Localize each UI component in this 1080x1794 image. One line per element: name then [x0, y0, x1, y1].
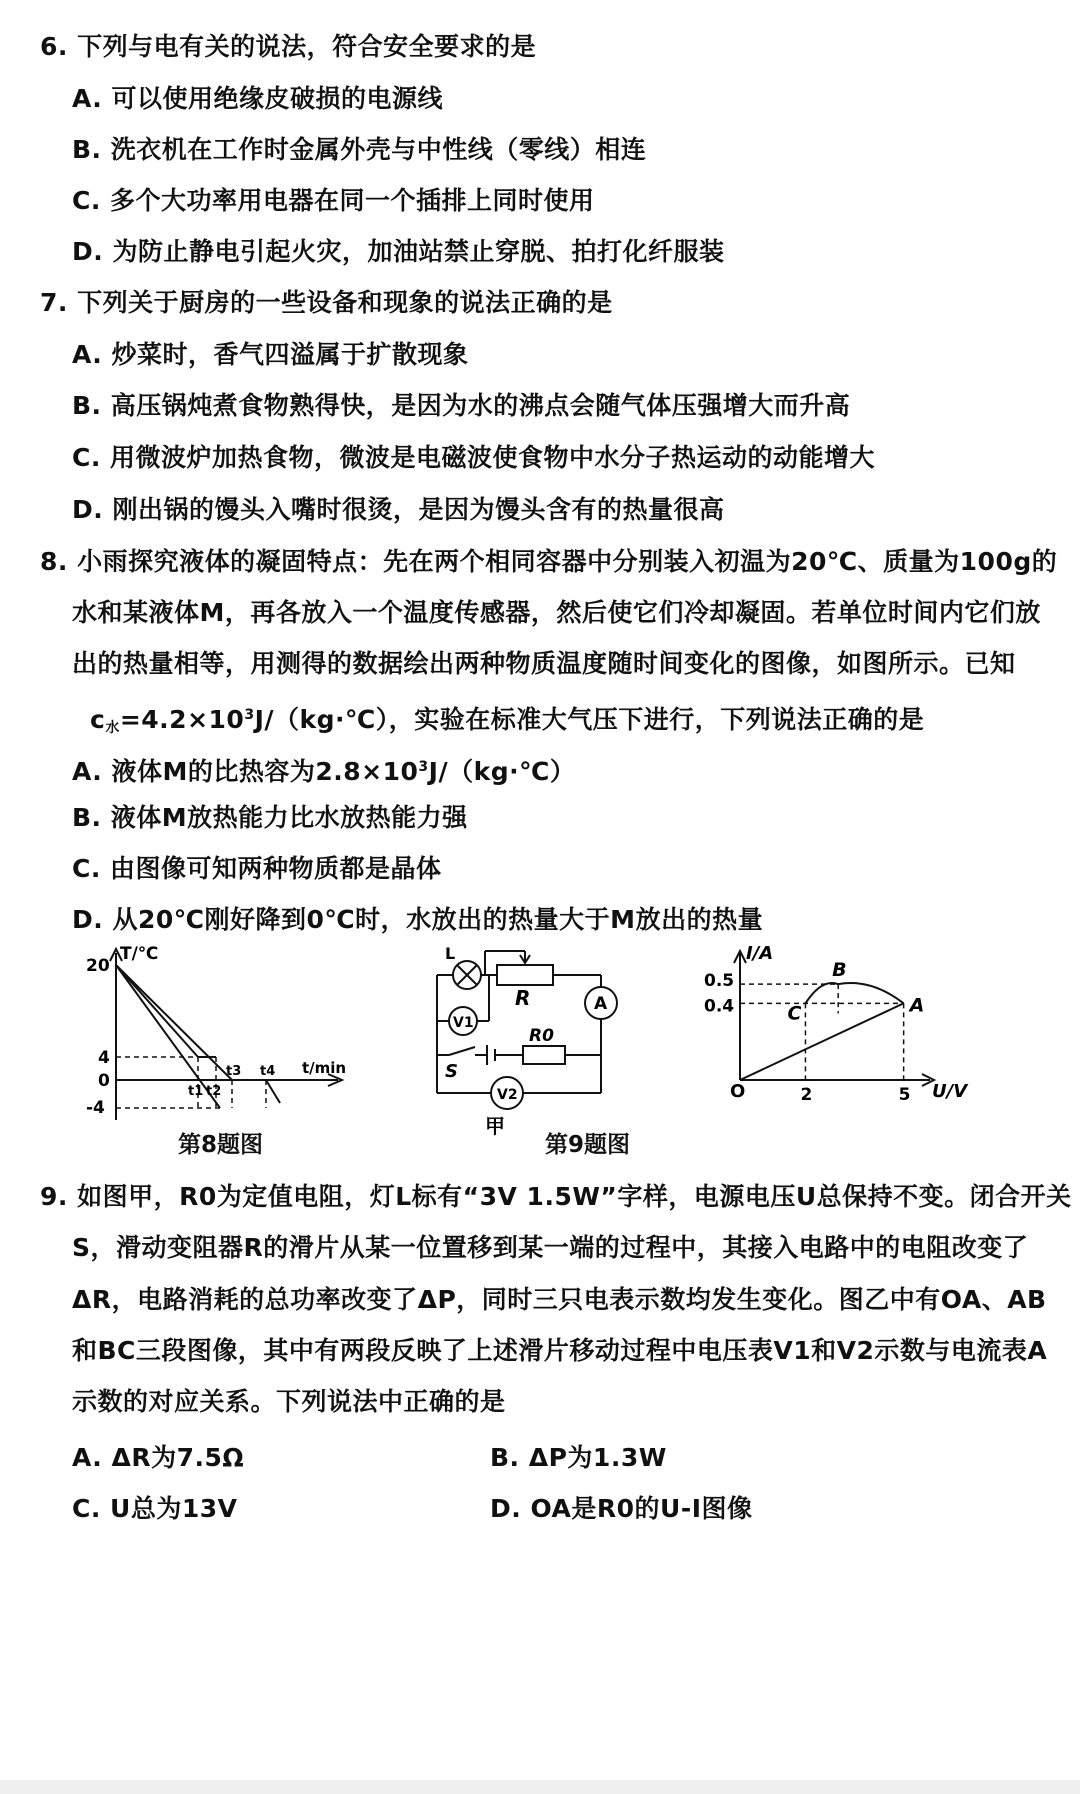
fig9-graph-tick-5: 5 — [898, 1085, 911, 1105]
fig9-circuit-label: 甲 — [485, 1114, 505, 1138]
fig8-temperature-graph — [80, 945, 370, 1120]
fig9-rheostat-label: R — [515, 986, 531, 1010]
q8-option-d: D. 从20℃刚好降到0℃时，水放出的热量大于M放出的热量 — [72, 905, 764, 934]
fig8-tick-t3: t3 — [226, 1064, 242, 1079]
fig8-upper-line — [116, 965, 232, 1080]
q6-option-a: A. 可以使用绝缘皮破损的电源线 — [72, 84, 444, 113]
q8-known-condition: $c_水=4.2\times 10^3J/(kg\cdot℃)$，实验在标准大气压下进行，下列说法正确的是 — [90, 705, 925, 736]
fig9-r0-label: R0 — [529, 1026, 554, 1046]
q6-option-d: D. 为防止静电引起火灾，加油站禁止穿脱、拍打化纤服装 — [72, 237, 725, 266]
q9-option-b: B. ΔP为1.3W — [490, 1443, 667, 1472]
q8-option-a: A. 液体M的比热容为$2.8\times 10^3J/(kg\cdot℃)$ — [72, 757, 576, 786]
q9-stem-line5: 示数的对应关系。下列说法中正确的是 — [72, 1387, 506, 1416]
fig9-series-bc — [805, 983, 838, 1003]
fig9-rheostat-symbol — [497, 965, 553, 985]
fig8-tick-0: 0 — [98, 1071, 110, 1091]
fig9-point-a: A — [909, 994, 925, 1017]
q7-stem: 7. 下列关于厨房的一些设备和现象的说法正确的是 — [40, 288, 613, 317]
q6-option-c: C. 多个大功率用电器在同一个插排上同时使用 — [72, 186, 595, 215]
fig9-circuit-diagram — [425, 945, 685, 1140]
fig9-graph-x-label: U/V — [932, 1081, 968, 1102]
q6-option-b: B. 洗衣机在工作时金属外壳与中性线（零线）相连 — [72, 135, 647, 164]
fig9-r0-symbol — [523, 1046, 565, 1064]
fig9-graph-tick-2: 2 — [800, 1085, 813, 1105]
q7-option-a: A. 炒菜时，香气四溢属于扩散现象 — [72, 340, 469, 369]
q9-stem-line2: S，滑动变阻器R的滑片从某一位置移到某一端的过程中，其接入电路中的电阻改变了 — [72, 1233, 1029, 1262]
q9-stem-line4: 和BC三段图像，其中有两段反映了上述滑片移动过程中电压表V1和V2示数与电流表A — [72, 1336, 1048, 1365]
fig8-caption: 第8题图 — [178, 1132, 264, 1158]
q7-option-c: C. 用微波炉加热食物，微波是电磁波使食物中水分子热运动的动能增大 — [72, 443, 876, 472]
fig9-graph-y-label: I/A — [746, 945, 774, 964]
fig9-voltmeter1-label: V1 — [453, 1015, 474, 1031]
q9-option-c: C. U总为13V — [72, 1494, 238, 1523]
fig9-voltmeter2-label: V2 — [497, 1087, 518, 1103]
fig8-tick-t1: t1 — [188, 1084, 204, 1099]
fig8-water-cooling-line — [116, 965, 220, 1108]
q7-option-d: D. 刚出锅的馒头入嘴时很烫，是因为馒头含有的热量很高 — [72, 495, 725, 524]
fig9-switch-label: S — [445, 1061, 458, 1082]
fig9-point-b: B — [832, 959, 847, 982]
fig8-tick-t4: t4 — [260, 1064, 276, 1079]
fig9-lamp-label: L — [445, 945, 456, 963]
q9-option-d: D. OA是R0的U-I图像 — [490, 1494, 753, 1523]
fig9-ammeter-label: A — [594, 994, 608, 1014]
fig9-point-c: C — [787, 1002, 802, 1025]
q9-stem-line3: ΔR，电路消耗的总功率改变了ΔP，同时三只电表示数均发生变化。图乙中有OA、AB — [72, 1285, 1047, 1314]
q8-option-c: C. 由图像可知两种物质都是晶体 — [72, 854, 442, 883]
q8-stem-line2: 水和某液体M，再各放入一个温度传感器，然后使它们冷却凝固。若单位时间内它们放 — [72, 598, 1041, 627]
fig9-graph-tick-05: 0.5 — [704, 971, 735, 992]
q9-stem-line1: 9. 如图甲，R0为定值电阻，灯L标有“3V 1.5W”字样，电源电压U总保持不变。闭合开关 — [40, 1182, 1072, 1211]
q9-option-a: A. ΔR为7.5Ω — [72, 1443, 245, 1472]
fig8-m-cooling-line — [116, 965, 198, 1057]
q8-option-b: B. 液体M放热能力比水放热能力强 — [72, 803, 468, 832]
fig9-caption: 第9题图 — [545, 1132, 631, 1158]
q6-stem: 6. 下列与电有关的说法，符合安全要求的是 — [40, 32, 537, 61]
q7-option-b: B. 高压锅炖煮食物熟得快，是因为水的沸点会随气体压强增大而升高 — [72, 391, 851, 420]
q8-stem-line1: 8. 小雨探究液体的凝固特点：先在两个相同容器中分别装入初温为20℃、质量为100g的 — [40, 547, 1058, 576]
page-bottom-strip — [0, 1780, 1080, 1794]
fig9-series-oa — [740, 1003, 904, 1080]
fig9-graph-tick-04: 0.4 — [704, 996, 735, 1017]
fig8-tick-4: 4 — [98, 1048, 110, 1068]
fig8-water-after — [266, 1080, 280, 1103]
fig8-tick-minus4: -4 — [86, 1098, 105, 1118]
q8-stem-line3: 出的热量相等，用测得的数据绘出两种物质温度随时间变化的图像，如图所示。已知 — [72, 649, 1016, 678]
fig8-x-label: t/min — [302, 1059, 347, 1077]
fig9-series-ab — [838, 983, 903, 1003]
fig9-graph-origin: O — [730, 1081, 746, 1102]
fig8-y-label: T/℃ — [120, 945, 159, 964]
fig9-iu-graph — [700, 945, 990, 1105]
fig8-tick-t2: t2 — [206, 1084, 222, 1099]
fig8-tick-20: 20 — [86, 956, 110, 976]
